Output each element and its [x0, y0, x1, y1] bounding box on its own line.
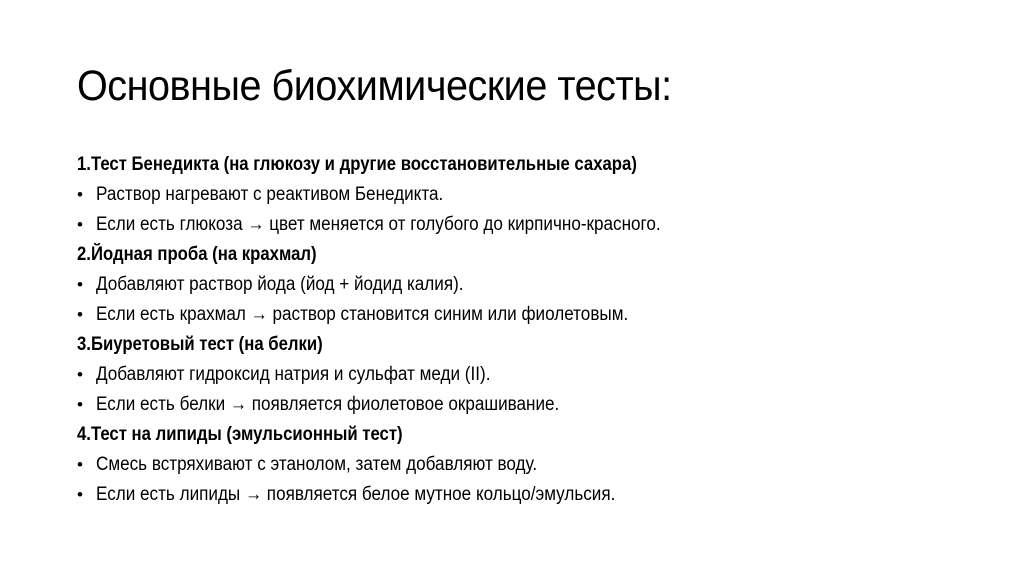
bullet-icon: • [77, 485, 83, 504]
bullet-icon: • [77, 185, 83, 204]
list-item-text: Добавляют раствор йода (йод + йодид калия). [96, 274, 464, 295]
list-item [77, 300, 957, 330]
list-item-text: Раствор нагревают с реактивом Бенедикта. [96, 184, 444, 205]
bullet-icon: • [77, 275, 83, 294]
list-item-text: Если есть глюкоза → цвет меняется от голубого до кирпично-красного. [96, 214, 661, 235]
section-heading: 3.Биуретовый тест (на белки) [77, 334, 323, 355]
section-iodine-test [77, 240, 957, 330]
section-biuret-test [77, 330, 957, 420]
section-heading: 1.Тест Бенедикта (на глюкозу и другие восстановительные сахара) [77, 154, 637, 175]
list-item [77, 450, 957, 480]
bullet-icon: • [77, 365, 83, 384]
list-item [77, 480, 957, 510]
slide-content [77, 150, 957, 510]
bullet-icon: • [77, 455, 83, 474]
bullet-icon: • [77, 215, 83, 234]
list-item [77, 390, 957, 420]
list-item [77, 360, 957, 390]
section-lipid-test [77, 420, 957, 510]
slide-title: Основные биохимические тесты: [77, 62, 672, 110]
list-item-text: Если есть белки → появляется фиолетовое окрашивание. [96, 394, 560, 415]
list-item-text: Если есть крахмал → раствор становится синим или фиолетовым. [96, 304, 629, 325]
list-item [77, 270, 957, 300]
bullet-icon: • [77, 305, 83, 324]
list-item [77, 210, 957, 240]
bullet-icon: • [77, 395, 83, 414]
list-item-text: Добавляют гидроксид натрия и сульфат меди (II). [96, 364, 491, 385]
list-item-text: Если есть липиды → появляется белое мутное кольцо/эмульсия. [96, 484, 616, 505]
list-item [77, 180, 957, 210]
section-benedict-test [77, 150, 957, 240]
section-heading: 4.Тест на липиды (эмульсионный тест) [77, 424, 403, 445]
list-item-text: Смесь встряхивают с этанолом, затем добавляют воду. [96, 454, 538, 475]
section-heading: 2.Йодная проба (на крахмал) [77, 244, 317, 265]
